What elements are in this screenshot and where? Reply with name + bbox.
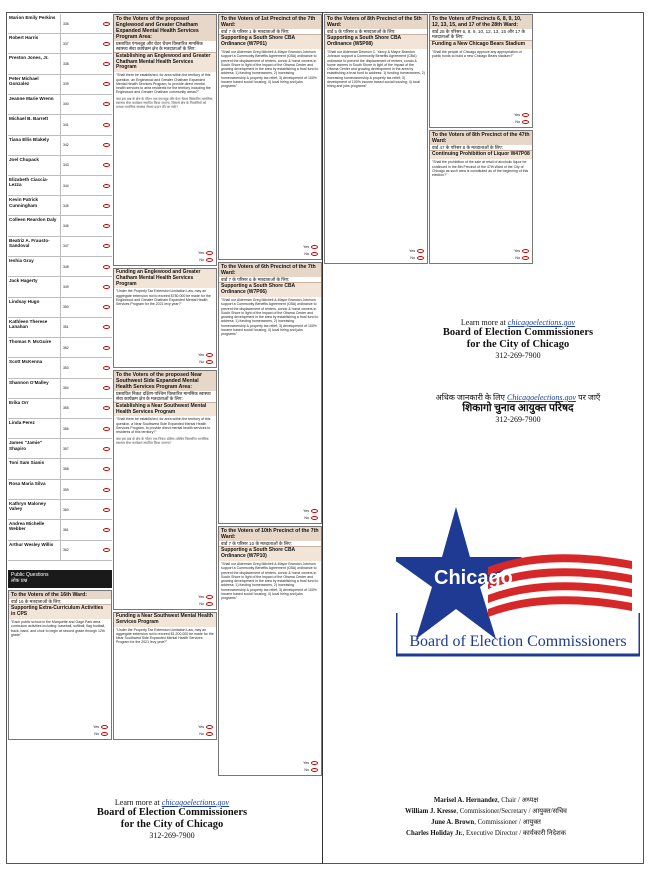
candidate-vote-slot[interactable] — [60, 136, 112, 155]
candidate-vote-slot[interactable] — [60, 520, 112, 539]
vote-oval[interactable] — [103, 204, 110, 208]
board-name-hindi: शिकागो चुनाव आयुक्त परिषद — [462, 403, 574, 414]
vote-oval[interactable] — [103, 447, 110, 451]
candidate-number: 336 — [63, 21, 69, 26]
candidate-name: Colleen Reardon Daly — [9, 217, 57, 223]
englewood-text: "Shall there be established, for area within the territory of this question, an Englewood and Greater Chatham Expanded Mental Health Services Program, to provide direct mental health services to area residents for the territory including the Englewood and Greater Chatham community areas?" — [116, 73, 211, 95]
no-oval[interactable] — [206, 360, 213, 364]
englewood-funding-text: "Under the Property Tax Extension Limitation Law, may an aggregate extension not to exceed $780,000 be made for the Englewood and Greater Chatham Expanded Mental Health Services Program for the 2021 levy year?" — [116, 289, 211, 307]
ward28-no[interactable]: No — [430, 118, 532, 125]
candidate-vote-slot[interactable] — [60, 358, 112, 377]
vote-oval[interactable] — [103, 123, 110, 127]
official-title: , Commissioner/Secretary / आयुक्त/सचिव — [456, 808, 567, 815]
no-oval[interactable] — [101, 732, 108, 736]
w7p06-question — [218, 262, 322, 524]
candidate-number: 362 — [63, 548, 69, 553]
candidate-name: Andrea Michelle Webber — [9, 521, 45, 532]
no-oval[interactable] — [206, 732, 213, 736]
englewood-no[interactable]: No — [114, 256, 216, 263]
englewood-funding-question — [113, 268, 217, 368]
vote-oval[interactable] — [103, 82, 110, 86]
southwest-funding-no[interactable]: No — [114, 730, 216, 737]
candidate-number: 346 — [63, 224, 69, 229]
no-oval[interactable] — [311, 252, 318, 256]
candidate-vote-slot[interactable] — [60, 34, 112, 53]
logo-city-text: Chicago — [434, 567, 513, 589]
official-title: , Commissioner / आयुक्त — [474, 819, 541, 826]
vote-oval[interactable] — [103, 244, 110, 248]
englewood-hindi-text: क्या इस प्रश्न के क्षेत्र के भीतर एक एंगलवुड और ग्रेटर चैथम विस्तारित मानसिक स्वास्थ्य सेवा कार्यक्रम स्थापित किया जाएगा, जिससे क्षेत्र के निवासियों को प्रत्यक्ष मानसिक स्वास्थ्य सेवाएं प्रदान की जा सकें? — [116, 96, 213, 110]
candidate-vote-slot[interactable] — [60, 54, 112, 73]
candidate-name: Arthur Wesley Willis — [9, 541, 54, 547]
ward28-hindi: वार्ड 28 के परिसर 6, 8, 9, 10, 12, 13, 15 और 17 के मतदाताओं के लिए: — [432, 29, 526, 40]
candidate-number: 339 — [63, 82, 69, 87]
official-name: Charles Holiday Jr. — [406, 830, 463, 837]
vote-oval[interactable] — [103, 467, 110, 471]
board-name-line1: Board of Election Commissioners — [442, 327, 594, 338]
southwest-funding-yes[interactable]: Yes — [114, 723, 216, 730]
candidate-name: Rosa Maria Silva — [9, 480, 46, 486]
ward47-hindi: वार्ड 47 के परिसर 8 के मतदाताओं के लिए: — [432, 145, 503, 150]
vote-oval[interactable] — [103, 325, 110, 329]
southwest-yes[interactable]: Yes — [114, 593, 216, 600]
candidate-number: 358 — [63, 467, 69, 472]
yes-oval[interactable] — [206, 251, 213, 255]
candidate-number: 354 — [63, 386, 69, 391]
candidate-row — [8, 257, 112, 277]
englewood-question — [113, 14, 217, 266]
vote-oval[interactable] — [103, 406, 110, 410]
candidate-number: 350 — [63, 305, 69, 310]
elections-link-footer[interactable]: chicagoelections.gov — [161, 798, 230, 807]
w7p10-text: "Shall our Alderman Greg Mitchell & Mayor Brandon Johnson support a Community Benefits Agreement (CBA) ordinance to prevent the displacement of renters, condo & home owners in South Shore in light of the impact of the Obama Center and growing development in the area by establishing a trust fund to address: 1) funding homeowners, 2) increasing homeownership & property tax relief; 3) development of 100% income based social housing; 4) local hiring and jobs programs" — [221, 562, 319, 601]
w5p08-question — [324, 14, 428, 264]
yes-oval[interactable] — [206, 353, 213, 357]
w5p08-hindi: वार्ड 5 के परिसर 8 के मतदाताओं के लिए: — [327, 29, 396, 34]
candidate-name: Tiana Ellis Blakely — [9, 136, 50, 142]
candidate-name: Erika Orr — [9, 399, 29, 405]
candidate-vote-slot[interactable] — [60, 298, 112, 317]
no-oval[interactable] — [522, 120, 529, 124]
officials-list — [336, 795, 636, 839]
official-line — [336, 817, 636, 828]
vote-oval[interactable] — [103, 42, 110, 46]
candidate-number: 337 — [63, 41, 69, 46]
yes-oval[interactable] — [206, 595, 213, 599]
candidate-name: Scott McKenna — [9, 359, 43, 365]
board-phone: 312-269-7900 — [495, 351, 541, 360]
candidate-row — [8, 95, 112, 115]
yes-oval[interactable] — [311, 245, 318, 249]
ward28-yes[interactable]: Yes — [430, 111, 532, 118]
official-name: Marisel A. Hernandez — [433, 797, 498, 804]
vote-oval[interactable] — [103, 488, 110, 492]
candidate-vote-slot[interactable] — [60, 95, 112, 114]
candidate-name: Kevin Patrick Cunningham — [9, 197, 39, 208]
candidate-vote-slot[interactable] — [60, 156, 112, 175]
southwest-no[interactable]: No — [114, 600, 216, 607]
candidate-name: Kathryn Maloney Vahey — [9, 501, 47, 512]
candidate-row — [8, 176, 112, 196]
ward47-yes[interactable]: Yes — [430, 247, 532, 254]
candidate-row — [8, 156, 112, 176]
candidate-name: Toni Sam Sianis — [9, 460, 45, 466]
candidate-row — [8, 358, 112, 378]
yes-oval[interactable] — [522, 113, 529, 117]
w5p08-text: "Shall our Alderman Desmon C. Yancy & Mayor Brandon Johnson support a Community Benefits Agreement (CBA) ordinance to prevent the displacement of renters, condo & home owners in South Shore in light of the impact of the Obama Center and growing development in the area by establishing a trust fund to address: 1) funding homeowners, 2) increasing homeownership & property tax relief; 3) development of 100% income based social housing; 4) local hiring and jobs programs" — [327, 50, 425, 89]
no-oval[interactable] — [417, 256, 424, 260]
candidate-row — [8, 500, 112, 520]
vote-oval[interactable] — [103, 22, 110, 26]
candidate-row — [8, 318, 112, 338]
w7p06-no[interactable]: No — [219, 514, 321, 521]
southwest-hindi: प्रस्तावित निकट दक्षिण-पश्चिम विस्तारित मानसिक स्वास्थ्य सेवा कार्यक्रम क्षेत्र के मतदाताओं के लिए: — [116, 391, 211, 402]
candidate-vote-slot[interactable] — [60, 500, 112, 519]
vote-oval[interactable] — [103, 427, 110, 431]
candidate-row — [8, 379, 112, 399]
vote-oval[interactable] — [103, 366, 110, 370]
learn-more-hindi-text: अधिक जानकारी के लिए — [435, 393, 505, 402]
vote-oval[interactable] — [103, 305, 110, 309]
candidate-number: 361 — [63, 527, 69, 532]
ward16-hindi: वार्ड 16 के मतदाताओं के लिए: — [11, 599, 62, 604]
candidate-vote-slot[interactable] — [60, 196, 112, 215]
candidate-vote-slot[interactable] — [60, 237, 112, 256]
w7p10-no[interactable]: No — [219, 766, 321, 773]
candidate-number: 351 — [63, 325, 69, 330]
w5p08-subtitle: Supporting a South Shore CBA Ordinance (W5P08) — [325, 34, 427, 49]
elections-link-hindi[interactable]: Chicagoelections.gov — [506, 393, 577, 402]
no-oval[interactable] — [311, 768, 318, 772]
candidate-name: Beatriz A. Frausto-Sandoval — [9, 237, 50, 248]
ward16-subtitle: Supporting Extra-Curriculum Activities in CPS — [9, 604, 111, 619]
candidate-vote-slot[interactable] — [60, 14, 112, 33]
w7p10-title: To the Voters of 10th Precinct of the 7th Ward: — [219, 527, 321, 541]
vote-oval[interactable] — [103, 285, 110, 289]
vote-oval[interactable] — [103, 508, 110, 512]
candidate-name: Thomas F. McGuire — [9, 338, 52, 344]
yes-oval[interactable] — [522, 249, 529, 253]
vote-oval[interactable] — [103, 102, 110, 106]
column-divider — [322, 12, 323, 864]
vote-oval[interactable] — [103, 143, 110, 147]
ward28-title: To the Voters of Precincts 6, 8, 9, 10, 12, 13, 15, and 17 of the 28th Ward: — [430, 15, 532, 29]
learn-more-hindi-block — [400, 392, 636, 424]
ward47-no[interactable]: No — [430, 254, 532, 261]
w7p01-subtitle: Supporting a South Shore CBA Ordinance (W7P01) — [219, 34, 321, 49]
no-oval[interactable] — [206, 602, 213, 606]
candidate-number: 343 — [63, 163, 69, 168]
southwest-funding-text: "Under the Property Tax Extension Limitation Law, may an aggregate extension not to exceed $1,200,000 be made for the Near Southwest Side Expanded Mental Health Services Program for the 2021 levy year?" — [116, 627, 214, 645]
candidate-name: Jack Hagerty — [9, 278, 38, 284]
candidate-row — [8, 459, 112, 479]
candidate-vote-slot[interactable] — [60, 419, 112, 438]
ward16-text: "Each public school in the Marquette and Gage Park area curriculum activities including: baseball, softball, flag football, track, band, and choir to begin at second grade through 12th grade" — [11, 620, 106, 637]
candidate-row — [8, 399, 112, 419]
w7p06-text: "Shall our Alderman Greg Mitchell & Mayor Brandon Johnson support a Community Benefits Agreement (CBA) ordinance to prevent the displacement of renters, condo & home owners in South Shore in light of the impact of the Obama Center and growing development in the area by establishing a trust fund to address: 1) funding homeowners, 2) increasing homeownership & property tax relief; 3) development of 100% income based social housing; 4) local hiring and jobs programs" — [221, 298, 319, 337]
candidate-number: 360 — [63, 507, 69, 512]
vote-oval[interactable] — [103, 62, 110, 66]
candidate-row — [8, 277, 112, 297]
board-footer-line1: Board of Election Commissioners — [96, 807, 248, 818]
candidate-number: 356 — [63, 426, 69, 431]
candidate-name: Lindsay Hugo — [9, 298, 40, 304]
ward47-subtitle: Continuing Prohibition of Liquor W47P08 — [430, 150, 532, 159]
candidate-row — [8, 298, 112, 318]
candidate-number: 338 — [63, 62, 69, 67]
w7p01-hindi: वार्ड 7 के परिसर 1 के मतदाताओं के लिए: — [221, 29, 290, 34]
learn-more-footer — [72, 798, 272, 840]
candidate-number: 359 — [63, 487, 69, 492]
w7p01-text: "Shall our Alderman Greg Mitchell & Mayor Brandon Johnson support a Community Benefits Agreement (CBA) ordinance to prevent the displacement of renters, condo & home owners in South Shore in light of the impact of the Obama Center and growing development in the area by establishing a trust fund to address: 1) funding homeowners, 2) increasing homeownership & property tax relief; 3) development of 100% income based social housing; 4) local hiring and jobs programs" — [221, 50, 319, 89]
ward28-subtitle: Funding a New Chicago Bears Stadium — [430, 40, 532, 49]
englewood-yes[interactable]: Yes — [114, 249, 216, 256]
candidate-name: Peter Michael Gonzalez — [9, 75, 39, 86]
ward16-yes[interactable]: Yes — [9, 723, 111, 730]
candidate-vote-slot[interactable] — [60, 338, 112, 357]
public-questions-hindi: लोक प्रश्न — [11, 578, 28, 584]
candidate-number: 345 — [63, 203, 69, 208]
ward47-question — [429, 130, 533, 264]
candidate-row — [8, 34, 112, 54]
candidate-name: Linda Perez — [9, 420, 35, 426]
southwest-funding-question — [113, 612, 217, 740]
candidate-row — [8, 541, 112, 561]
candidate-name: Kathleen Therese Lanahan — [9, 318, 48, 330]
candidate-vote-slot[interactable] — [60, 439, 112, 458]
learn-more-hindi-suffix: पर जाएँ — [578, 393, 601, 402]
vote-oval[interactable] — [103, 346, 110, 350]
candidate-row — [8, 480, 112, 500]
candidate-number: 340 — [63, 102, 69, 107]
candidate-number: 352 — [63, 345, 69, 350]
board-phone-hindi: 312-269-7900 — [495, 415, 541, 424]
candidate-name: Robert Harris — [9, 35, 39, 40]
official-line — [336, 795, 636, 806]
candidate-vote-slot[interactable] — [60, 277, 112, 296]
ward16-no[interactable]: No — [9, 730, 111, 737]
candidate-vote-slot[interactable] — [60, 176, 112, 195]
vote-oval[interactable] — [103, 163, 110, 167]
candidate-name: Joel Chupack — [9, 156, 39, 162]
ward47-title: To the Voters of 8th Precinct of the 47th Ward: — [430, 131, 532, 145]
w7p01-title: To the Voters of 1st Precinct of the 7th Ward: — [219, 15, 321, 29]
candidate-row — [8, 14, 112, 34]
w7p10-hindi: वार्ड 7 के परिसर 10 के मतदाताओं के लिए: — [221, 541, 292, 546]
w7p06-yes[interactable]: Yes — [219, 507, 321, 514]
candidate-name: Elizabeth Ciaccia-Lezza — [9, 176, 49, 188]
yes-oval[interactable] — [311, 509, 318, 513]
public-questions-title: Public Questions — [11, 572, 49, 578]
yes-oval[interactable] — [417, 249, 424, 253]
candidate-row — [8, 439, 112, 459]
w5p08-yes[interactable]: Yes — [325, 247, 427, 254]
candidate-row — [8, 54, 112, 74]
vote-oval[interactable] — [103, 528, 110, 532]
yes-oval[interactable] — [101, 725, 108, 729]
candidate-number: 355 — [63, 406, 69, 411]
southwest-title: To the Voters of the proposed Near Southwest Side Expanded Mental Health Services Program Area: — [114, 371, 216, 391]
w7p06-subtitle: Supporting a South Shore CBA Ordinance (W7P06) — [219, 282, 321, 297]
no-oval[interactable] — [522, 256, 529, 260]
candidate-number: 341 — [63, 122, 69, 127]
candidate-number: 344 — [63, 183, 69, 188]
englewood-title: To the Voters of the proposed Englewood and Greater Chatham Expanded Mental Health Services Program Area: — [114, 15, 216, 41]
candidate-number: 348 — [63, 264, 69, 269]
no-oval[interactable] — [311, 516, 318, 520]
candidate-name: James "Jamie" Shapiro — [9, 440, 42, 451]
w7p10-question — [218, 526, 322, 776]
w7p01-question — [218, 14, 322, 260]
official-title: , Executive Director / कार्यकारी निदेशक — [462, 830, 566, 837]
candidate-row — [8, 115, 112, 135]
candidate-name: Shannon O'Malley — [9, 379, 49, 385]
ward16-title: To the Voters of the 16th Ward: — [9, 591, 111, 599]
candidate-name: Ieshia Gray — [9, 258, 34, 264]
candidate-row — [8, 196, 112, 216]
candidate-row — [8, 237, 112, 257]
candidate-vote-slot[interactable] — [60, 480, 112, 499]
w5p08-no[interactable]: No — [325, 254, 427, 261]
englewood-funding-no[interactable]: No — [114, 358, 216, 365]
official-title: , Chair / अध्यक्ष — [497, 797, 539, 804]
englewood-hindi: प्रस्तावित एंगलवुड और ग्रेटर चैथम विस्तारित मानसिक स्वास्थ्य सेवा कार्यक्रम क्षेत्र के मतदाताओं के लिए: — [116, 41, 203, 52]
candidate-row — [8, 216, 112, 236]
candidate-row — [8, 338, 112, 358]
ward28-text: "Shall the people of Chicago approve any appropriation of public funds to build a new Chicago Bears stadium?" — [432, 49, 522, 58]
ward28-question — [429, 14, 533, 128]
official-name: William J. Kresse — [405, 808, 457, 815]
no-oval[interactable] — [206, 258, 213, 262]
ward16-question — [8, 590, 112, 740]
vote-oval[interactable] — [103, 548, 110, 552]
southwest-funding-subtitle: Funding a Near Southwest Mental Health Services Program — [114, 613, 216, 627]
learn-more-block — [400, 318, 636, 360]
candidate-vote-slot[interactable] — [60, 75, 112, 94]
learn-more-footer-text: Learn more at — [114, 798, 160, 807]
w7p06-hindi: वार्ड 7 के परिसर 6 के मतदाताओं के लिए: — [221, 277, 290, 282]
learn-more-text: Learn more at — [460, 318, 506, 327]
candidate-row — [8, 419, 112, 439]
official-name: June A. Brown — [431, 819, 475, 826]
candidate-vote-slot[interactable] — [60, 399, 112, 418]
southwest-text: "Shall there be established, for area within the territory of this question, a Near Southwest Side Expanded Mental Health Services Program, to provide direct mental health services to residents of this territory?" — [116, 417, 211, 435]
englewood-subtitle: Establishing an Englewood and Greater Chatham Mental Health Services Program — [114, 52, 216, 72]
yes-oval[interactable] — [206, 725, 213, 729]
yes-oval[interactable] — [311, 761, 318, 765]
englewood-funding-subtitle: Funding an Englewood and Greater Chatham Mental Health Services Program — [114, 269, 216, 288]
w7p10-subtitle: Supporting a South Shore CBA Ordinance (W7P10) — [219, 546, 321, 561]
board-footer-phone: 312-269-7900 — [149, 831, 195, 840]
ward47-text: "Shall the prohibition of the sale at retail of alcoholic liquor be continued in the 8th Precinct of the 47th Ward of the City of Chicago as such area is constituted as of the beginning of this election?" — [432, 160, 529, 178]
candidate-vote-slot[interactable] — [60, 216, 112, 235]
candidate-name: Preston Jones, Jr. — [9, 55, 49, 61]
candidate-row — [8, 75, 112, 95]
vote-oval[interactable] — [103, 265, 110, 269]
w7p01-no[interactable]: No — [219, 250, 321, 257]
southwest-subtitle: Establishing a Near Southwest Mental Health Services Program — [114, 402, 216, 417]
public-questions-header — [8, 570, 112, 588]
southwest-hindi-text: क्या इस प्रश्न के क्षेत्र के भीतर एक निकट दक्षिण-पश्चिम विस्तारित मानसिक स्वास्थ्य सेवा कार्यक्रम स्थापित किया जाएगा? — [116, 436, 209, 445]
official-line — [336, 828, 636, 839]
candidate-vote-slot[interactable] — [60, 541, 112, 560]
candidate-row — [8, 136, 112, 156]
englewood-funding-yes[interactable]: Yes — [114, 351, 216, 358]
candidate-row — [8, 520, 112, 540]
board-footer-line2: for the City of Chicago — [120, 819, 224, 830]
candidate-name: Michael B. Barrett — [9, 116, 49, 122]
w7p01-yes[interactable]: Yes — [219, 243, 321, 250]
vote-oval[interactable] — [103, 184, 110, 188]
candidate-name: Marion Emily Perkins — [9, 15, 56, 20]
candidate-vote-slot[interactable] — [60, 459, 112, 478]
southwest-question — [113, 370, 217, 610]
chicago-board-logo — [396, 505, 640, 675]
candidate-vote-slot[interactable] — [60, 257, 112, 276]
official-line — [336, 806, 636, 817]
w7p06-title: To the Voters of 6th Precinct of the 7th Ward: — [219, 263, 321, 277]
candidate-vote-slot[interactable] — [60, 379, 112, 398]
w7p10-yes[interactable]: Yes — [219, 759, 321, 766]
candidate-name: Jeanne Marie Wrenn — [9, 95, 54, 101]
candidate-number: 349 — [63, 284, 69, 289]
vote-oval[interactable] — [103, 224, 110, 228]
elections-link[interactable]: chicagoelections.gov — [507, 318, 576, 327]
candidate-number: 342 — [63, 143, 69, 148]
board-name-line2: for the City of Chicago — [466, 339, 570, 350]
candidate-number: 347 — [63, 244, 69, 249]
candidate-number: 357 — [63, 446, 69, 451]
vote-oval[interactable] — [103, 386, 110, 390]
w5p08-title: To the Voters of 8th Precinct of the 5th Ward: — [325, 15, 427, 29]
candidate-list — [8, 14, 112, 561]
candidate-vote-slot[interactable] — [60, 115, 112, 134]
logo-board-text: Board of Election Commissioners — [409, 633, 627, 650]
candidate-vote-slot[interactable] — [60, 318, 112, 337]
candidate-number: 353 — [63, 365, 69, 370]
